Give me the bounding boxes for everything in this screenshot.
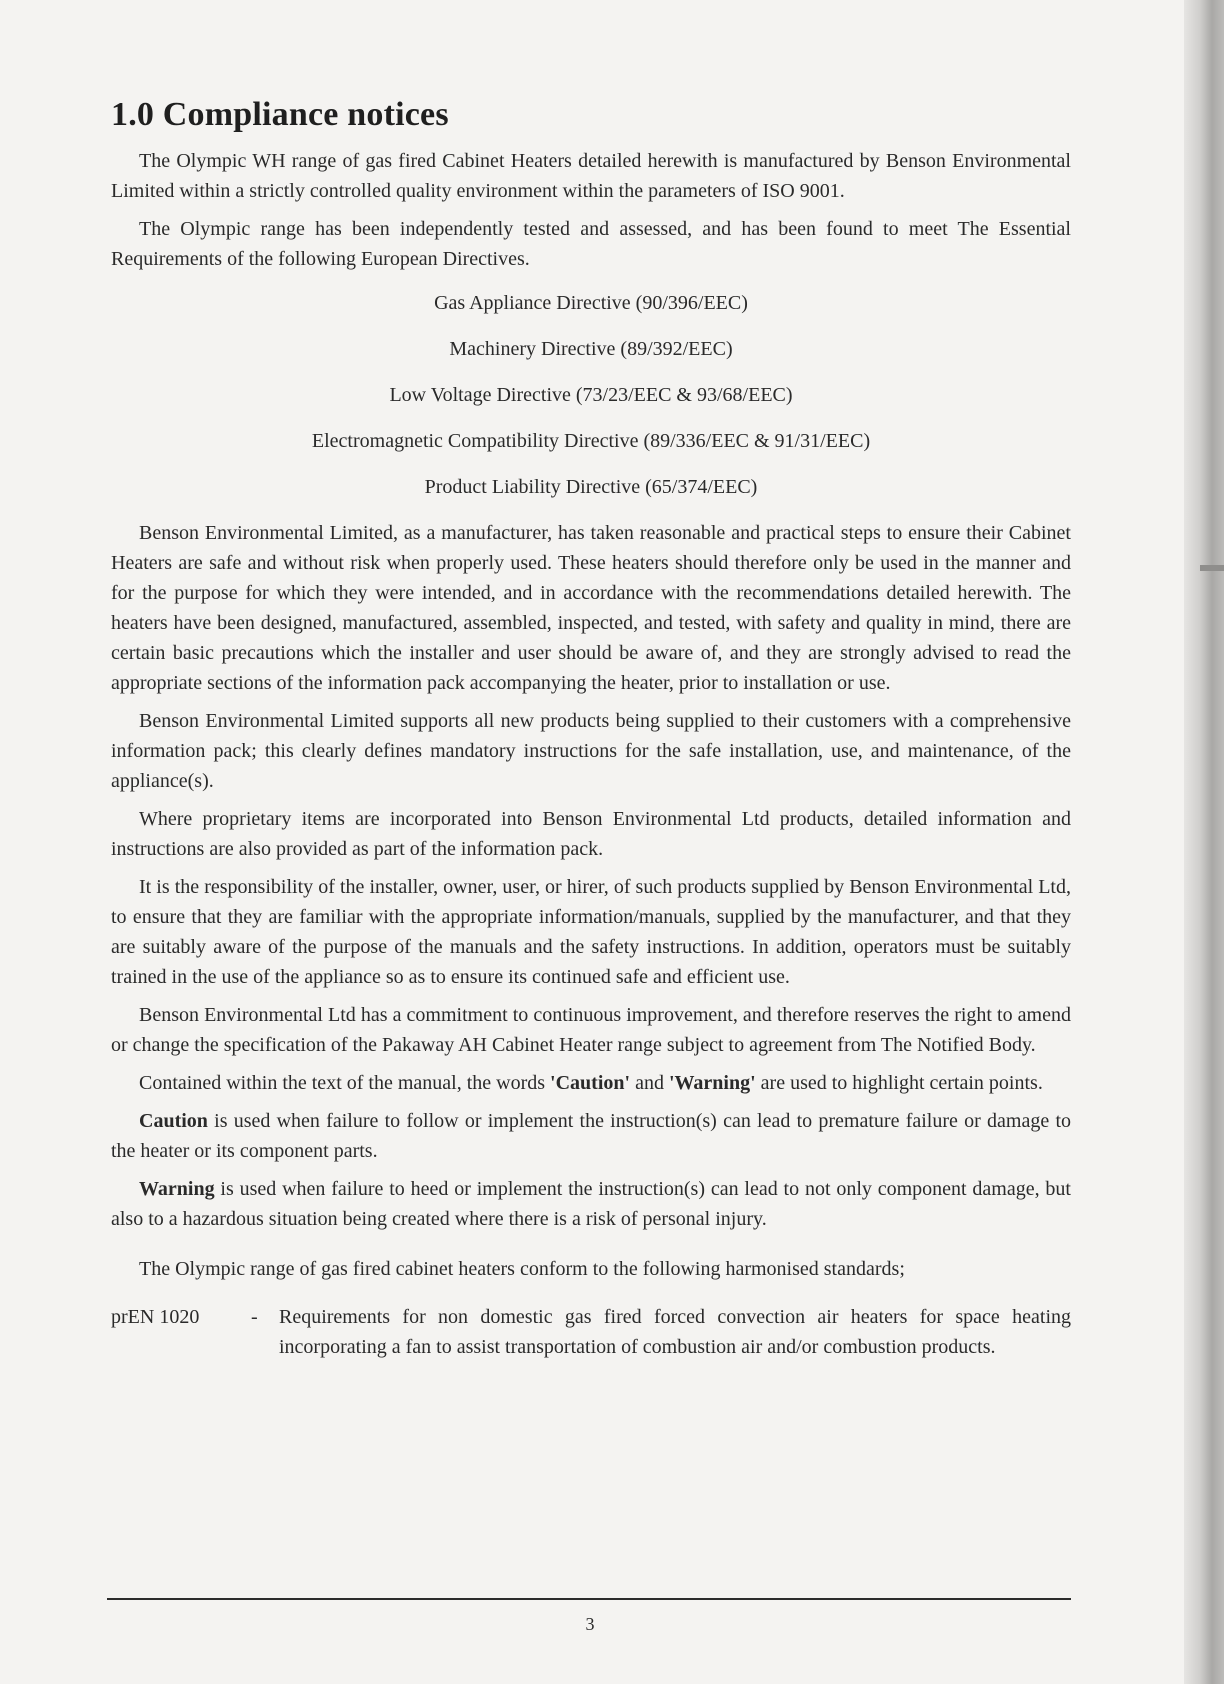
footer-rule [107,1598,1071,1600]
intro-paragraph-2: The Olympic range has been independently tested and assessed, and has been found to meet The Essential Requirements of the following European Directives. [111,218,1071,270]
body-paragraph-improvement: Benson Environmental Ltd has a commitment to continuous improvement, and therefore reserves the right to amend or change the specification of the Pakaway AH Cabinet Heater range subject to agreement from The Notified Body. [111,1004,1071,1056]
standard-row [111,1302,1071,1362]
directive-item: Electromagnetic Compatibility Directive (89/336/EEC & 91/31/EEC) [311,430,871,452]
warning-paragraph [111,1174,1071,1234]
body-paragraph-information-pack: Benson Environmental Limited supports all new products being supplied to their customers with a comprehensive information pack; this clearly defines mandatory instructions for the safe installation, use, and maintenance, of the appliance(s). [111,710,1071,792]
contained-after: are used to highlight certain points. [755,1072,1043,1094]
directive-item: Product Liability Directive (65/374/EEC) [424,476,758,498]
page-number: 3 [585,1614,595,1634]
body-paragraph-responsibility: Benson Environmental Limited, as a manufacturer, has taken reasonable and practical steps to ensure their Cabinet Heaters are safe and without risk when properly used. These heaters should therefore only be used in the manner and for the purpose for which they were intended, and in accordance with the recommendations detailed herewith. The heaters have been designed, manufactured, assembled, inspected, and tested, with safety and quality in mind, there are certain basic precautions which the installer and user should be aware of, and they are strongly advised to read the appropriate sections of the information pack accompanying the heater, prior to installation or use. [111,522,1071,694]
directive-item: Gas Appliance Directive (90/396/EEC) [434,292,748,314]
directive-item: Low Voltage Directive (73/23/EEC & 93/68/EEC) [389,384,793,406]
standards-intro: The Olympic range of gas fired cabinet heaters conform to the following harmonised standards; [139,1258,905,1280]
page-edge-shadow [1184,0,1224,1684]
warning-term: Warning [139,1178,215,1200]
contained-middle: and [630,1072,669,1094]
contained-before: Contained within the text of the manual, the words [139,1072,551,1094]
body-paragraph-installer: It is the responsibility of the installer, owner, user, or hirer, of such products supplied by Benson Environmental Ltd, to ensure that they are familiar with the appropriate information/manuals, supplied by the manufacturer, and that they are suitably aware of the purpose of the manuals and the safety instructions. In addition, operators must be suitably trained in the use of the appliance so as to ensure its continued safe and efficient use. [111,876,1071,988]
caution-term: Caution [139,1110,208,1132]
standard-dash: - [251,1306,258,1328]
caution-paragraph [111,1106,1071,1166]
warning-word: 'Warning' [668,1072,756,1094]
page-edge-notch [1200,565,1224,571]
caution-text: is used when failure to follow or implement the instruction(s) can lead to premature failure or damage to the heater or its component parts. [111,1110,1071,1162]
contained-paragraph [111,1068,1071,1098]
standard-code: prEN 1020 [111,1306,200,1328]
warning-text: is used when failure to heed or implement the instruction(s) can lead to not only component damage, but also to a hazardous situation being created where there is a risk of personal injury. [111,1178,1071,1230]
caution-word: 'Caution' [550,1072,631,1094]
section-heading: 1.0 Compliance notices [111,96,449,133]
intro-paragraph-1: The Olympic WH range of gas fired Cabinet Heaters detailed herewith is manufactured by Benson Environmental Limited within a strictly controlled quality environment within the parameters of ISO 9001. [111,150,1071,202]
body-paragraph-proprietary: Where proprietary items are incorporated into Benson Environmental Ltd products, detailed information and instructions are also provided as part of the information pack. [111,808,1071,860]
document-body [111,96,1071,1362]
standard-description: Requirements for non domestic gas fired forced convection air heaters for space heating incorporating a fan to assist transportation of combustion air and/or combustion products. [279,1306,1071,1358]
directives-list [111,288,1071,502]
directive-item: Machinery Directive (89/392/EEC) [449,338,733,360]
